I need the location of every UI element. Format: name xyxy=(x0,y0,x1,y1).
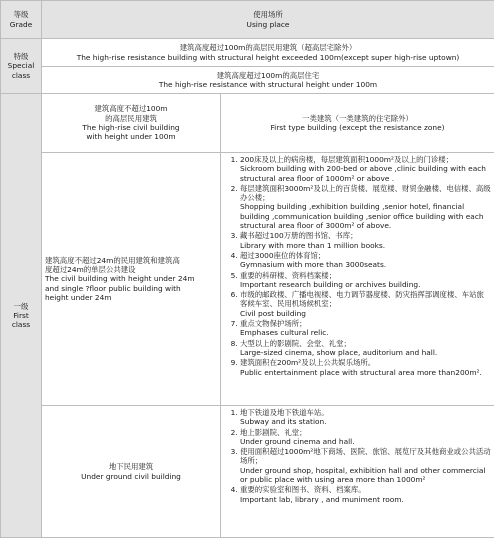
grade-header-cn: 等级 xyxy=(13,10,29,20)
list-item-cn: 7. 重点文物保护场所； xyxy=(240,319,307,329)
under-left-cn: 地下民用建筑 xyxy=(108,462,154,472)
list-item-cn: 2. 地上影剧院、礼堂； xyxy=(240,427,307,437)
first-civil-row xyxy=(1,153,494,406)
list-item-en: Library with more than 1 million books. xyxy=(240,240,386,250)
list-item xyxy=(240,339,491,358)
list-item-en: Sickroom building with 200-bed or above ,clinic building with each structural area floor of 1000m² or above . xyxy=(240,164,486,183)
list-item-en: Gymnasium with more than 3000seats. xyxy=(240,260,387,270)
list-item xyxy=(240,358,491,377)
list-item xyxy=(240,271,491,290)
list-item-en: Subway and its station. xyxy=(240,417,327,427)
special-grade-cell xyxy=(1,39,42,94)
list-item-cn: 4. 超过3000座位的体育馆； xyxy=(240,250,326,260)
first-grade-en-1: First xyxy=(13,310,29,320)
special-row-1 xyxy=(1,39,494,67)
highrise-left-en-1: The high-rise civil building xyxy=(82,123,180,132)
first-grade-cn: 一级 xyxy=(13,301,29,311)
highrise-right-cell xyxy=(221,94,494,153)
highrise-left-cell xyxy=(42,94,221,153)
first-highrise-row xyxy=(1,94,494,153)
special-grade-en-1: Special xyxy=(7,61,35,71)
list-item xyxy=(240,290,491,318)
special-grade-cn: 特级 xyxy=(13,52,29,62)
special-row-2-cn: 建筑高度超过100m的高层住宅 xyxy=(216,70,320,80)
list-item-en: Important lab, library , and muniment room. xyxy=(240,494,404,504)
list-item-en: Large-sized cinema, show place, auditorium and hall. xyxy=(240,347,438,357)
list-item-cn: 2. 每层建筑面积3000m²及以上的百货楼、展览楼、财贸金融楼、电信楼、高级办公楼； xyxy=(240,183,491,203)
civil-left-en-2: and single ?floor public building with xyxy=(45,283,181,293)
highrise-left-en-2: with height under 100m xyxy=(86,132,176,142)
list-item xyxy=(240,408,491,427)
list-item-cn: 6. 市级的邮政楼、广播电视楼、电力调节器度楼、防灾指挥部调度楼、车站旅客候车室、民用机场候机室； xyxy=(240,290,484,309)
list-item xyxy=(240,428,491,447)
list-item xyxy=(240,184,491,230)
place-header-cn: 使用场所 xyxy=(253,10,283,20)
civil-left-cn-1: 建筑高度不超过24m的民用建筑和建筑高 xyxy=(45,255,180,265)
list-item xyxy=(240,251,491,270)
place-header-en: Using place xyxy=(246,19,290,29)
highrise-left-cn-1: 建筑高度不超过100m xyxy=(94,104,168,114)
grade-header-en: Grade xyxy=(9,19,33,29)
place-header xyxy=(42,1,494,39)
first-grade-en-2: class xyxy=(11,320,31,330)
list-item-cn: 3. 使用面积超过1000m²地下商场、医院、旅馆、展览厅及其他商业或公共活动场所； xyxy=(240,447,491,466)
special-row-1-cell xyxy=(42,39,494,67)
list-item-cn: 4. 重要的实验室和图书、资料、档案库。 xyxy=(240,485,366,495)
special-row-1-cn: 建筑高度超过100m的高层民用建筑（超高层宅除外） xyxy=(179,43,357,53)
first-underground-row xyxy=(1,406,494,538)
first-grade-cell xyxy=(1,94,42,538)
list-item-en: Under ground cinema and hall. xyxy=(240,436,355,446)
special-row-2-cell xyxy=(42,67,494,94)
special-row-1-en: The high-rise resistance building with structural height exceeded 100m(except super high-rise uptown) xyxy=(76,52,460,62)
civil-list xyxy=(224,155,491,377)
list-item xyxy=(240,231,491,250)
header-row xyxy=(1,1,494,39)
list-item-en: Under ground shop, hospital, exhibition hall and other commercial or public place with using area more than 1000m² xyxy=(240,465,486,485)
list-item-cn: 3. 藏书超过100万册的图书馆、书库； xyxy=(240,231,358,241)
list-item-cn: 1. 200床及以上的病房楼，每层建筑面积1000m²及以上的门诊楼； xyxy=(240,155,454,164)
list-item-cn: 1. 地下铁道及地下铁道车站。 xyxy=(240,408,329,417)
list-item xyxy=(240,485,491,504)
special-grade-en-2: class xyxy=(11,70,31,80)
under-left-cell xyxy=(42,406,221,538)
highrise-left-cn-2: 的高层民用建筑 xyxy=(105,113,157,123)
civil-left-cn-2: 度超过24m的单层公共建设 xyxy=(45,265,136,275)
special-row-2 xyxy=(1,67,494,94)
list-item-en: Civil post building xyxy=(240,308,306,318)
civil-left-en-1: The civil building with height under 24m xyxy=(45,274,195,284)
under-right-cell xyxy=(221,406,494,538)
list-item-cn: 9. 建筑面积在200m²及以上公共娱乐场所。 xyxy=(240,358,376,368)
civil-left-en-3: height under 24m xyxy=(45,292,112,302)
civil-right-cell xyxy=(221,153,494,406)
highrise-right-en: First type building (except the resistance zone) xyxy=(270,123,445,132)
under-left-en: Under ground civil building xyxy=(81,471,181,481)
under-list xyxy=(224,408,491,504)
list-item-cn: 5. 重要的科研楼、资料档案楼； xyxy=(240,270,337,280)
civil-left-cell xyxy=(42,153,221,406)
list-item-en: Shopping building ,exhibition building ,senior hotel, financial building ,communication building ,senior office building with each structural area floor of 3000m² of above. xyxy=(240,202,484,231)
highrise-right-cn: 一类建筑（一类建筑的住宅除外） xyxy=(302,113,413,123)
list-item-en: Important research building or archives building. xyxy=(240,279,421,289)
list-item-en: Public entertainment place with structural area more than200m². xyxy=(240,367,482,377)
list-item xyxy=(240,319,491,338)
grade-header xyxy=(1,1,42,39)
list-item-cn: 8. 大型以上的影剧院、会堂、礼堂； xyxy=(240,338,351,348)
list-item-en: Emphases cultural relic. xyxy=(240,328,329,338)
list-item xyxy=(240,447,491,484)
special-row-2-en: The high-rise resistance with structural height under 100m xyxy=(158,80,378,89)
list-item xyxy=(240,155,491,183)
